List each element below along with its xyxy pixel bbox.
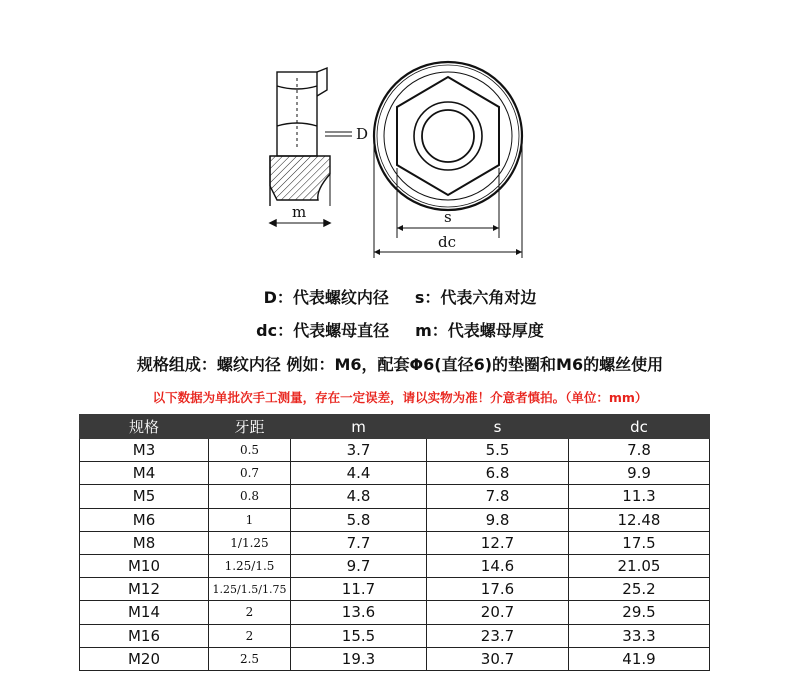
cell-dc: 11.3	[569, 485, 710, 508]
cell-dc: 29.5	[569, 601, 710, 624]
legend-D: D：代表螺纹内径	[263, 288, 389, 307]
cell-m: 9.7	[291, 554, 427, 577]
table-header-row	[80, 415, 710, 439]
legend-line-2	[0, 318, 800, 341]
cell-dc: 17.5	[569, 531, 710, 554]
cell-size: M20	[80, 647, 209, 670]
cell-s: 30.7	[427, 647, 569, 670]
label-dc: dc	[438, 233, 457, 251]
spec-description: 规格组成：螺纹内径 例如：M6，配套Φ6(直径6)的垫圈和M6的螺丝使用	[136, 355, 664, 374]
cell-dc: 9.9	[569, 462, 710, 485]
cell-s: 5.5	[427, 439, 569, 462]
cell-s: 6.8	[427, 462, 569, 485]
table-row	[80, 578, 710, 601]
table-row	[80, 647, 710, 670]
nut-side-view	[270, 68, 352, 226]
cell-size: M10	[80, 554, 209, 577]
cell-size: M12	[80, 578, 209, 601]
table-row	[80, 462, 710, 485]
legend-s: s：代表六角对边	[414, 288, 537, 307]
label-s: s	[444, 208, 452, 226]
cell-pitch: 2.5	[209, 647, 291, 670]
table-row	[80, 554, 710, 577]
cell-m: 11.7	[291, 578, 427, 601]
cell-size: M5	[80, 485, 209, 508]
legend-dc: dc：代表螺母直径	[256, 321, 390, 340]
cell-size: M16	[80, 624, 209, 647]
cell-m: 3.7	[291, 439, 427, 462]
cell-pitch: 0.5	[209, 439, 291, 462]
dimension-table	[79, 414, 710, 671]
cell-s: 12.7	[427, 531, 569, 554]
measurement-note: 以下数据为单批次手工测量，存在一定误差，请以实物为准！介意者慎拍。（单位：mm）	[152, 390, 648, 405]
cell-pitch: 1	[209, 508, 291, 531]
nut-drawing	[0, 0, 800, 280]
legend-line-1	[0, 285, 800, 308]
cell-s: 20.7	[427, 601, 569, 624]
cell-m: 19.3	[291, 647, 427, 670]
cell-size: M6	[80, 508, 209, 531]
cell-pitch: 0.7	[209, 462, 291, 485]
cell-pitch: 1.25/1.5	[209, 554, 291, 577]
cell-size: M14	[80, 601, 209, 624]
cell-pitch: 2	[209, 601, 291, 624]
cell-dc: 7.8	[569, 439, 710, 462]
cell-dc: 41.9	[569, 647, 710, 670]
label-m: m	[292, 203, 307, 221]
table-row	[80, 439, 710, 462]
header-pitch: 牙距	[209, 415, 291, 439]
cell-s: 7.8	[427, 485, 569, 508]
cell-m: 4.4	[291, 462, 427, 485]
cell-s: 23.7	[427, 624, 569, 647]
table-body	[80, 439, 710, 671]
table-row	[80, 624, 710, 647]
cell-s: 9.8	[427, 508, 569, 531]
cell-dc: 12.48	[569, 508, 710, 531]
cell-size: M8	[80, 531, 209, 554]
header-size: 规格	[80, 415, 209, 439]
cell-s: 14.6	[427, 554, 569, 577]
cell-pitch: 0.8	[209, 485, 291, 508]
header-dc: dc	[569, 415, 710, 439]
cell-dc: 33.3	[569, 624, 710, 647]
label-D: D	[356, 125, 369, 143]
legend-m: m：代表螺母厚度	[415, 321, 544, 340]
cell-pitch: 1/1.25	[209, 531, 291, 554]
cell-m: 4.8	[291, 485, 427, 508]
cell-s: 17.6	[427, 578, 569, 601]
cell-dc: 25.2	[569, 578, 710, 601]
header-m: m	[291, 415, 427, 439]
cell-m: 5.8	[291, 508, 427, 531]
flange-nut-diagram	[0, 0, 800, 280]
cell-size: M4	[80, 462, 209, 485]
table-row	[80, 601, 710, 624]
cell-dc: 21.05	[569, 554, 710, 577]
cell-size: M3	[80, 439, 209, 462]
nut-top-view	[374, 62, 522, 258]
table-row	[80, 508, 710, 531]
cell-pitch: 2	[209, 624, 291, 647]
cell-pitch: 1.25/1.5/1.75	[209, 578, 291, 601]
cell-m: 13.6	[291, 601, 427, 624]
table-row	[80, 485, 710, 508]
table-row	[80, 531, 710, 554]
cell-m: 7.7	[291, 531, 427, 554]
cell-m: 15.5	[291, 624, 427, 647]
header-s: s	[427, 415, 569, 439]
